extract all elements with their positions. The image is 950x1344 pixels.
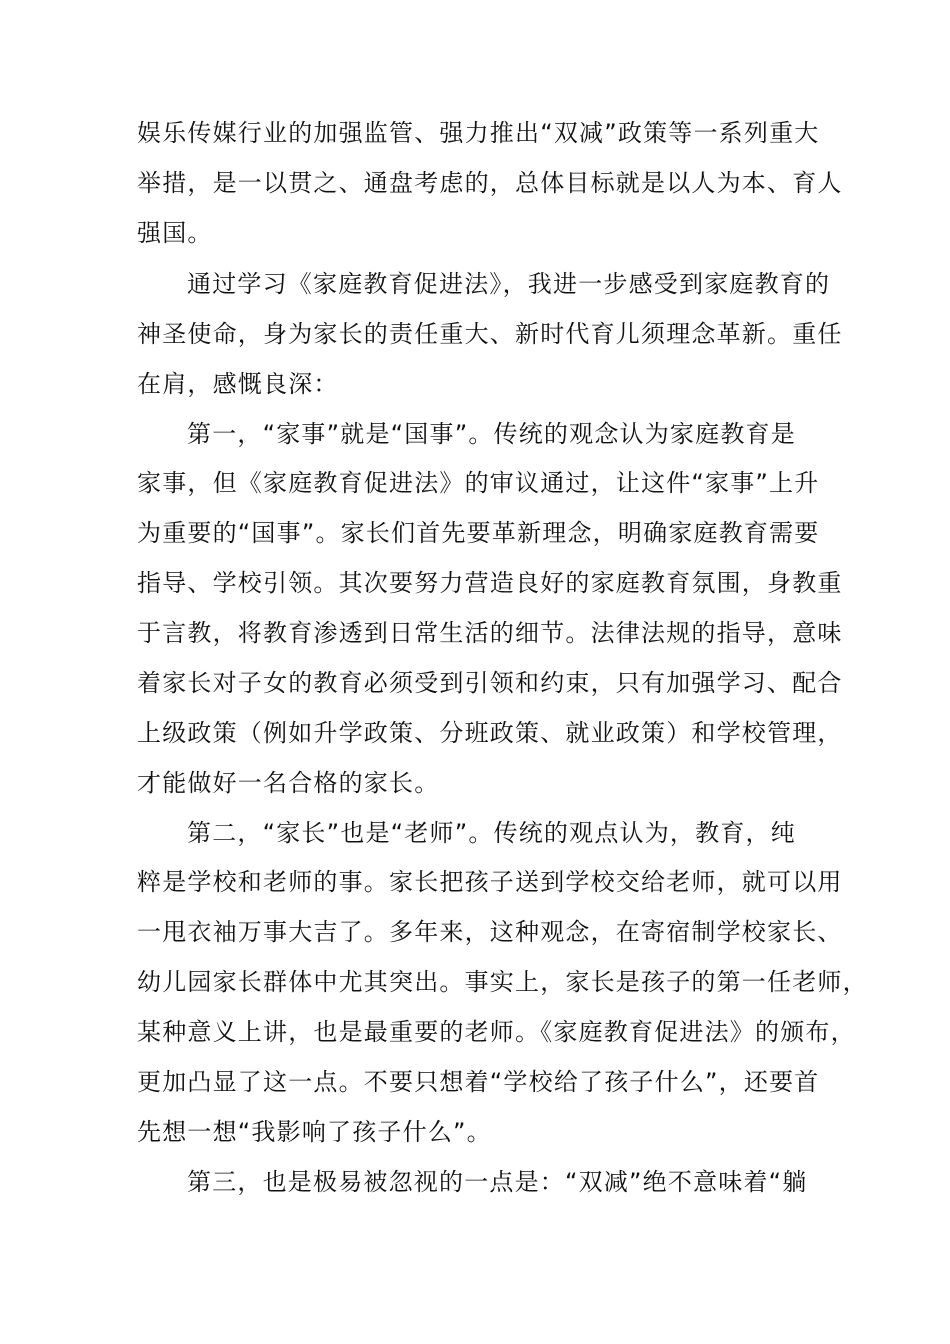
text-line: 娱乐传媒行业的加强监管、强力推出“双减”政策等一系列重大: [137, 119, 820, 147]
text-line: 更加凸显了这一点。不要只想着“学校给了孩子什么”，还要首: [137, 1068, 820, 1096]
text-line: 先想一想“我影响了孩子什么”。: [137, 1118, 492, 1146]
paragraph-first-line: 第一，“家事”就是“国事”。传统的观念认为家庭教育是: [187, 420, 796, 448]
paragraph-first-line: 第二，“家长”也是“老师”。传统的观点认为，教育，纯: [187, 819, 796, 847]
text-line: 神圣使命，身为家长的责任重大、新时代育儿须理念革新。重任: [137, 320, 843, 348]
text-line: 幼儿园家长群体中尤其突出。事实上，家长是孩子的第一任老师，: [137, 968, 868, 996]
text-line: 举措，是一以贯之、通盘考虑的，总体目标就是以人为本、育人: [137, 169, 843, 197]
text-line: 粹是学校和老师的事。家长把孩子送到学校交给老师，就可以用: [137, 868, 843, 896]
paragraph-first-line: 通过学习《家庭教育促进法》，我进一步感受到家庭教育的: [187, 270, 831, 298]
text-line: 一甩衣袖万事大吉了。多年来，这种观念，在寄宿制学校家长、: [137, 918, 843, 946]
text-line: 强国。: [137, 219, 213, 247]
paragraph-first-line: 第三，也是极易被忽视的一点是：“双减”绝不意味着“躺: [187, 1168, 808, 1196]
text-line: 于言教，将教育渗透到日常生活的细节。法律法规的指导，意味: [137, 619, 843, 647]
text-line: 某种意义上讲，也是最重要的老师。《家庭教育促进法》的颁布，: [137, 1018, 856, 1046]
text-line: 在肩，感慨良深：: [137, 370, 339, 398]
text-line: 家事，但《家庭教育促进法》的审议通过，让这件“家事”上升: [137, 469, 820, 497]
text-line: 才能做好一名合格的家长。: [137, 769, 440, 797]
text-line: 为重要的“国事”。家长们首先要革新理念，明确家庭教育需要: [137, 519, 820, 547]
text-line: 着家长对子女的教育必须受到引领和约束，只有加强学习、配合: [137, 669, 843, 697]
text-line: 上级政策（例如升学政策、分班政策、就业政策）和学校管理，: [137, 719, 843, 747]
text-line: 指导、学校引领。其次要努力营造良好的家庭教育氛围，身教重: [137, 569, 843, 597]
